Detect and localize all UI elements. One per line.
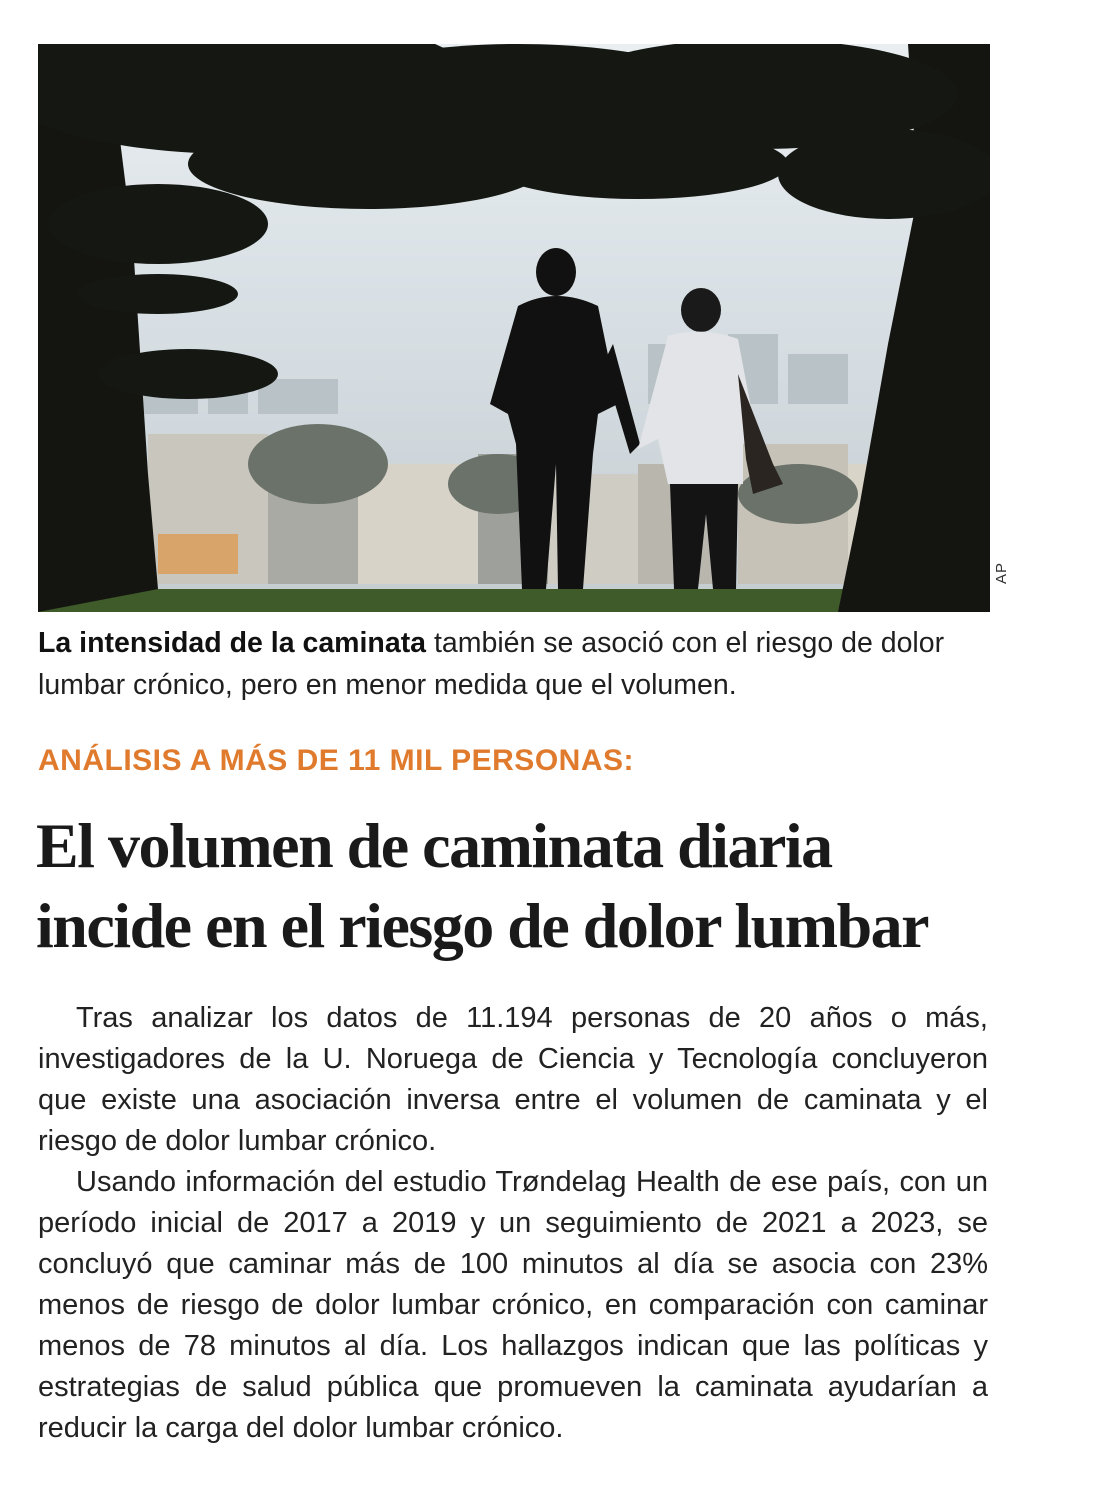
headline-line-2: incide en el riesgo de dolor lumbar (36, 890, 929, 961)
body-paragraph: Tras analizar los datos de 11.194 personas de 20 años o más, investigadores de la U. Noruega de Ciencia y Tecnología concluyeron que existe una asociación inversa entre el volumen de caminata y el riesgo de dolor lumbar crónico. (38, 1002, 988, 1157)
article-kicker: ANÁLISIS A MÁS DE 11 MIL PERSONAS: (38, 744, 634, 777)
article-photo (38, 44, 990, 612)
caption-text: también se asoció con el riesgo de dolor lumbar crónico, pero en menor medida que el volumen. (38, 627, 945, 701)
photo-credit: AP (993, 561, 1010, 584)
article-body (38, 998, 988, 1449)
body-paragraph: Usando información del estudio Trøndelag Health de ese país, con un período inicial de 2017 a 2019 y un seguimiento de 2021 a 2023, se concluyó que caminar más de 100 minutos al día se asocia con 23% menos de riesgo de dolor lumbar crónico, en comparación con caminar menos de 78 minutos al día. Los hallazgos indican que las políticas y estrategias de salud pública que promueven la caminata ayudarían a reducir la carga del dolor lumbar crónico. (38, 1166, 988, 1444)
headline-line-1: El volumen de caminata diaria (36, 810, 832, 881)
caption-lead: La intensidad de la caminata (38, 627, 427, 659)
article-headline (36, 806, 1036, 966)
photo-caption (38, 622, 998, 706)
